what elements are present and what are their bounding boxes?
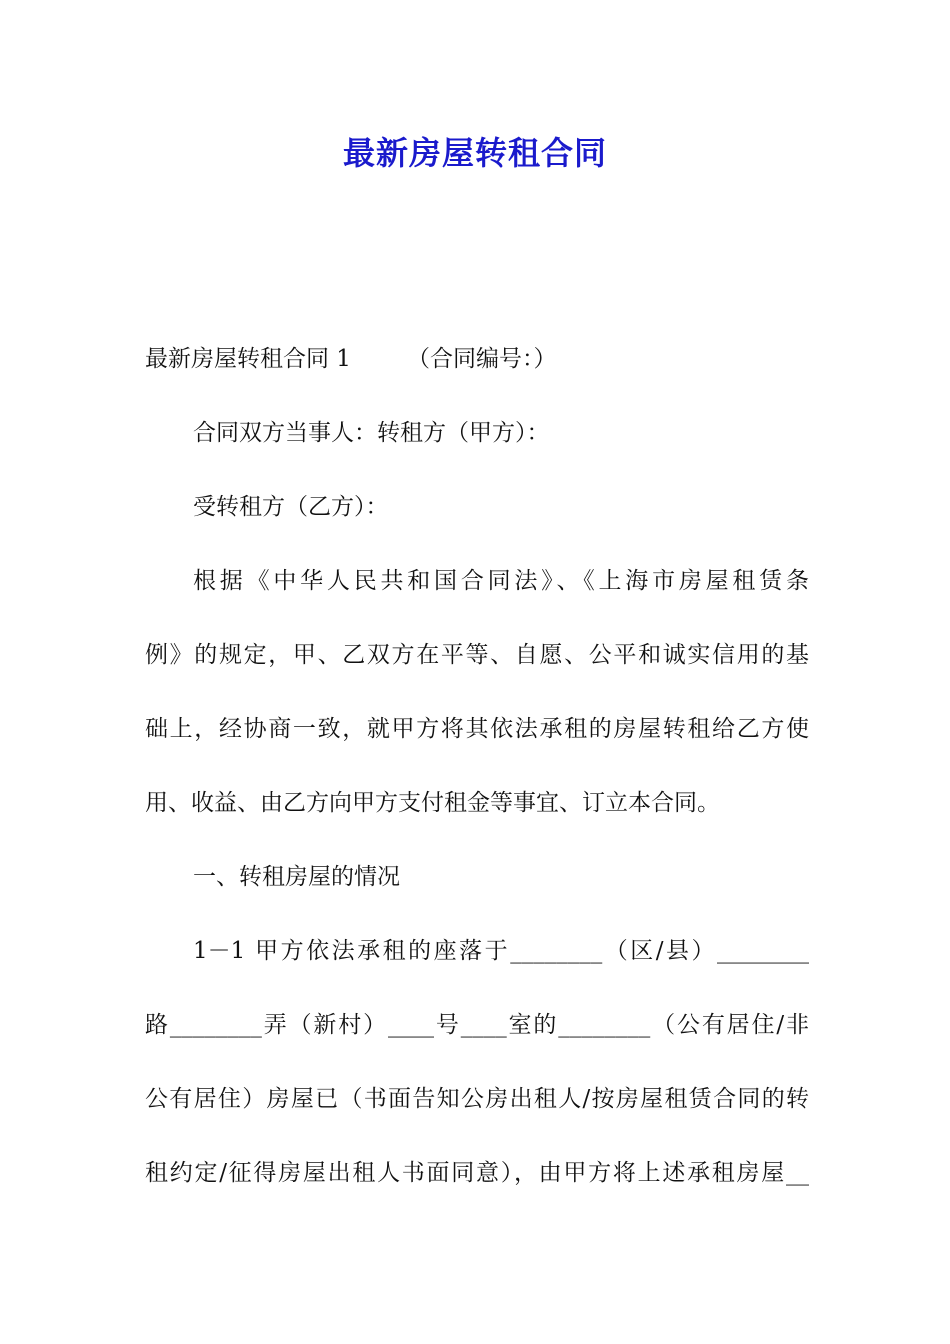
preamble-line-3: 础上，经协商一致，就甲方将其依法承租的房屋转租给乙方使 [145, 716, 809, 742]
preamble-line-1: 根据《中华人民共和国合同法》、《上海市房屋租赁条 [193, 568, 809, 594]
document-title: 最新房屋转租合同 [342, 134, 607, 172]
clause-1-1-line-2: 路________弄（新村）____号____室的________（公有居住/非 [145, 1012, 809, 1038]
contract-header-line [145, 334, 809, 408]
preamble-line-4: 用、收益、由乙方向甲方支付租金等事宜、订立本合同。 [145, 790, 720, 816]
clause-1-1-line-1: 1－1 甲方依法承租的座落于________（区/县）________ [193, 938, 809, 964]
contract-number-label: （合同编号：） [406, 346, 557, 372]
clause-1-1-line-3: 公有居住）房屋已（书面告知公房出租人/按房屋租赁合同的转 [145, 1086, 809, 1112]
contract-name: 最新房屋转租合同 1 [145, 346, 351, 372]
section-1-heading: 一、转租房屋的情况 [193, 864, 400, 890]
subtenant-line: 受转租方（乙方）： [193, 494, 389, 520]
parties-line: 合同双方当事人：转租方（甲方）： [193, 420, 550, 446]
preamble-line-2: 例》的规定，甲、乙双方在平等、自愿、公平和诚实信用的基 [145, 642, 809, 668]
clause-1-1-line-4: 租约定/征得房屋出租人书面同意），由甲方将上述承租房屋__ [145, 1160, 809, 1186]
document-body [145, 334, 809, 1222]
